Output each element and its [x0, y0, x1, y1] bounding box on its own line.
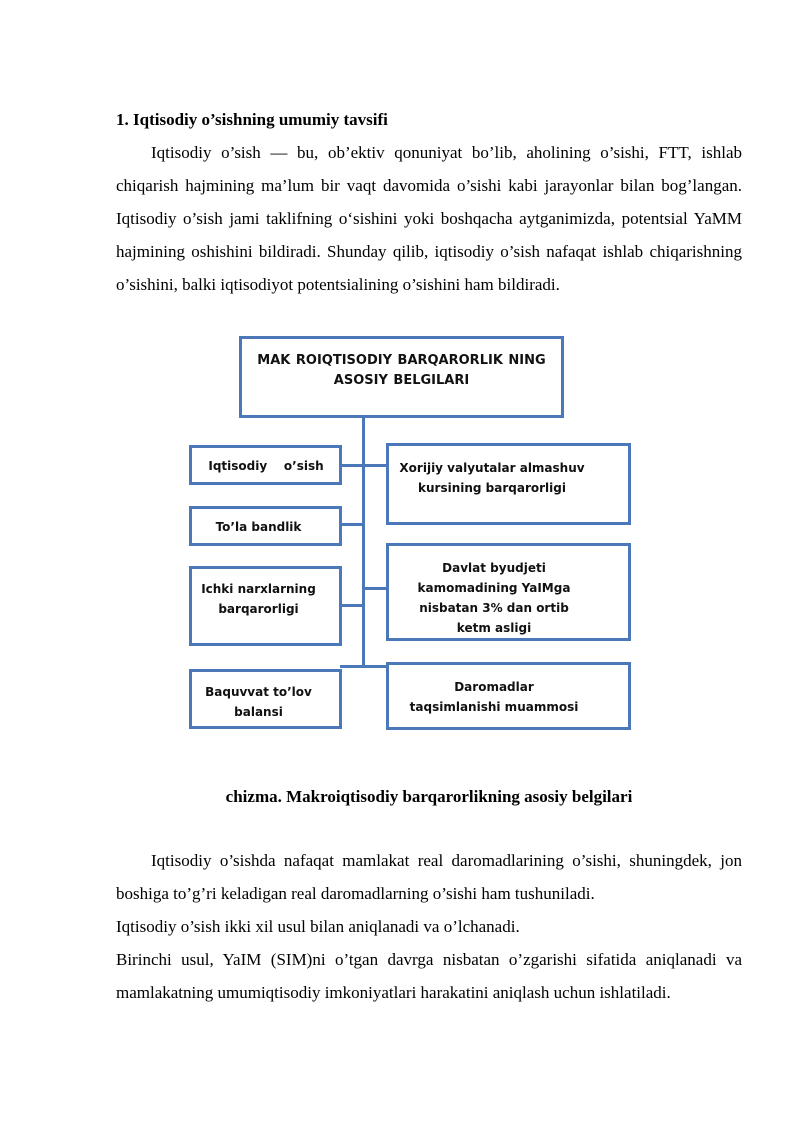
- section-heading: 1. Iqtisodiy o’sishning umumiy tavsifi: [116, 110, 388, 129]
- connector-right-2: [362, 587, 389, 590]
- box-full-employment-label: To’la bandlik: [215, 520, 302, 534]
- paragraph-first-method: Birinchi usul, YaIM (SIM)ni o’tgan davrga nisbatan o’zgarishi sifatida aniqlanadi va mamlakatning umumiqtisodiy imkoniyatlari harakatini aniqlash uchun ishlatiladi.: [116, 950, 742, 1002]
- box-economic-growth: [189, 445, 342, 485]
- connector-trunk: [362, 415, 365, 667]
- box-exchange-rate-label: Xorijiy valyutalar almashuv kursining barqarorligi: [399, 461, 585, 495]
- connector-left-3: [340, 604, 365, 607]
- connector-left-2: [340, 523, 365, 526]
- box-balance-of-payments: [189, 669, 342, 729]
- connector-right-3: [362, 665, 389, 668]
- figure-caption: [0, 787, 800, 807]
- root-box: [239, 336, 564, 418]
- box-exchange-rate: [386, 443, 631, 525]
- box-price-stability-label: Ichki narxlarning barqarorligi: [201, 582, 316, 616]
- paragraph-intro: Iqtisodiy o’sish — bu, ob’ektiv qonuniyat bo’lib, aholining o’sishi, FTT, ishlab chiqarish hajmining ma’lum bir vaqt davomida o’sishi kabi jarayonlar bilan bog’langan. Iqtisodiy o’sish jami taklifning o‘sishini yoki boshqacha aytganimizda, potentsial YaMM hajmining oshishini bildiradi. Shunday qilib, iqtisodiy o’sish nafaqat ishlab chiqarishning o’sishini, balki iqtisodiyot potentsialining o’sishini ham bildiradi.: [116, 143, 742, 294]
- box-economic-growth-label: Iqtisodiy o’sish: [208, 459, 324, 473]
- box-price-stability: [189, 566, 342, 646]
- box-balance-of-payments-label: Baquvvat to’lov balansi: [205, 685, 312, 719]
- root-label: MAK ROIQTISODIY BARQARORLIK NING ASOSIY BELGILARI: [257, 353, 546, 388]
- paragraph-real-income: Iqtisodiy o’sishda nafaqat mamlakat real daromadlarining o’sishi, shuningdek, jon boshiga to’g’ri keladigan real daromadlarning o’sishi ham tushuniladi.: [116, 851, 742, 903]
- connector-right-1: [362, 464, 389, 467]
- box-income-distribution: [386, 662, 631, 730]
- box-full-employment: [189, 506, 342, 546]
- box-budget-deficit: [386, 543, 631, 641]
- box-income-distribution-label: Daromadlar taqsimlanishi muammosi: [409, 680, 579, 714]
- paragraph-measurement: Iqtisodiy o’sish ikki xil usul bilan aniqlanadi va o’lchanadi.: [116, 917, 520, 936]
- figure-caption-text: chizma. Makroiqtisodiy barqarorlikning asosiy belgilari: [225, 787, 633, 806]
- box-budget-deficit-label: Davlat byudjeti kamomadining YaIMga nisbatan 3% dan ortib ketm asligi: [417, 561, 571, 635]
